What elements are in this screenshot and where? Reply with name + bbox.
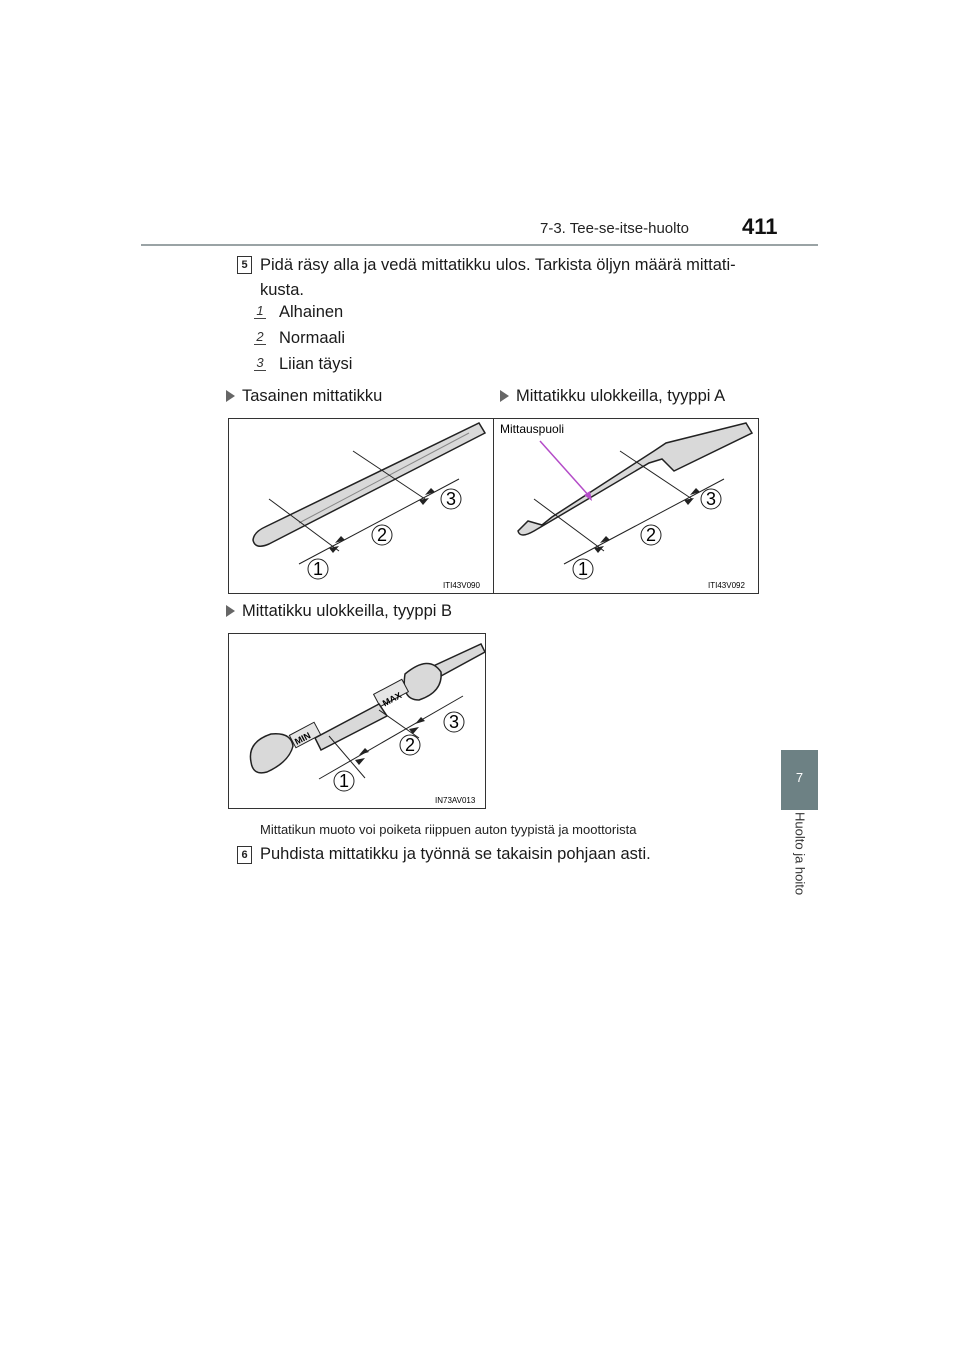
step6-text: Puhdista mittatikku ja työnnä se takaisin pohjaan asti.: [260, 845, 651, 863]
min-label: MIN: [292, 730, 313, 747]
chapter-label: [781, 812, 818, 922]
figure-type-b-title: Mittatikku ulokkeilla, tyyppi B: [242, 602, 452, 620]
marker-3: 3: [706, 489, 717, 509]
step5-text-line2: kusta.: [260, 281, 305, 299]
step-number-5: 5: [237, 256, 252, 274]
figure-code: ITI43V090: [443, 581, 480, 590]
page-number: 411: [742, 214, 778, 239]
figure-code: ITI43V092: [708, 581, 745, 590]
marker-1: 1: [339, 771, 350, 791]
bullet-triangle-icon: [500, 390, 509, 402]
type-a-dipstick-illustration: [494, 419, 758, 593]
section-title: 7-3. Tee-se-itse-huolto: [540, 220, 689, 237]
figure-flat-title: Tasainen mittatikku: [242, 387, 383, 405]
marker-3: 3: [449, 712, 460, 732]
chapter-tab[interactable]: 7: [781, 750, 818, 810]
figure-flat-dipstick: [228, 418, 494, 594]
item-label-overfull: Liian täysi: [279, 355, 353, 373]
step-number-6: 6: [237, 846, 252, 864]
marker-2: 2: [377, 525, 388, 545]
figure-code: IN73AV013: [435, 796, 476, 805]
item-label-normal: Normaali: [279, 329, 346, 347]
figure-type-a-title: Mittatikku ulokkeilla, tyyppi A: [516, 387, 726, 405]
marker-2: 2: [646, 525, 657, 545]
step5-text-line1: Pidä räsy alla ja vedä mittatikku ulos. Tarkista öljyn määrä mittati-: [260, 256, 736, 274]
marker-1: 1: [578, 559, 589, 579]
header-divider: [141, 244, 818, 246]
item-number-3: 3: [254, 356, 266, 371]
figure-type-a-dipstick: [493, 418, 759, 594]
chapter-title: Huolto ja hoito: [792, 812, 807, 896]
type-b-dipstick-illustration: [229, 634, 485, 808]
shape-note: Mittatikun muoto voi poiketa riippuen auton tyypistä ja moottorista: [260, 822, 637, 837]
marker-1: 1: [313, 559, 324, 579]
flat-dipstick-illustration: [229, 419, 493, 593]
figure-type-b-dipstick: [228, 633, 486, 809]
bullet-triangle-icon: [226, 605, 235, 617]
marker-3: 3: [446, 489, 457, 509]
item-label-low: Alhainen: [279, 303, 344, 321]
marker-2: 2: [405, 735, 416, 755]
item-number-1: 1: [254, 304, 266, 319]
bullet-triangle-icon: [226, 390, 235, 402]
measuring-side-callout: Mittauspuoli: [500, 422, 565, 436]
max-label: MAX: [380, 690, 404, 709]
item-number-2: 2: [254, 330, 266, 345]
